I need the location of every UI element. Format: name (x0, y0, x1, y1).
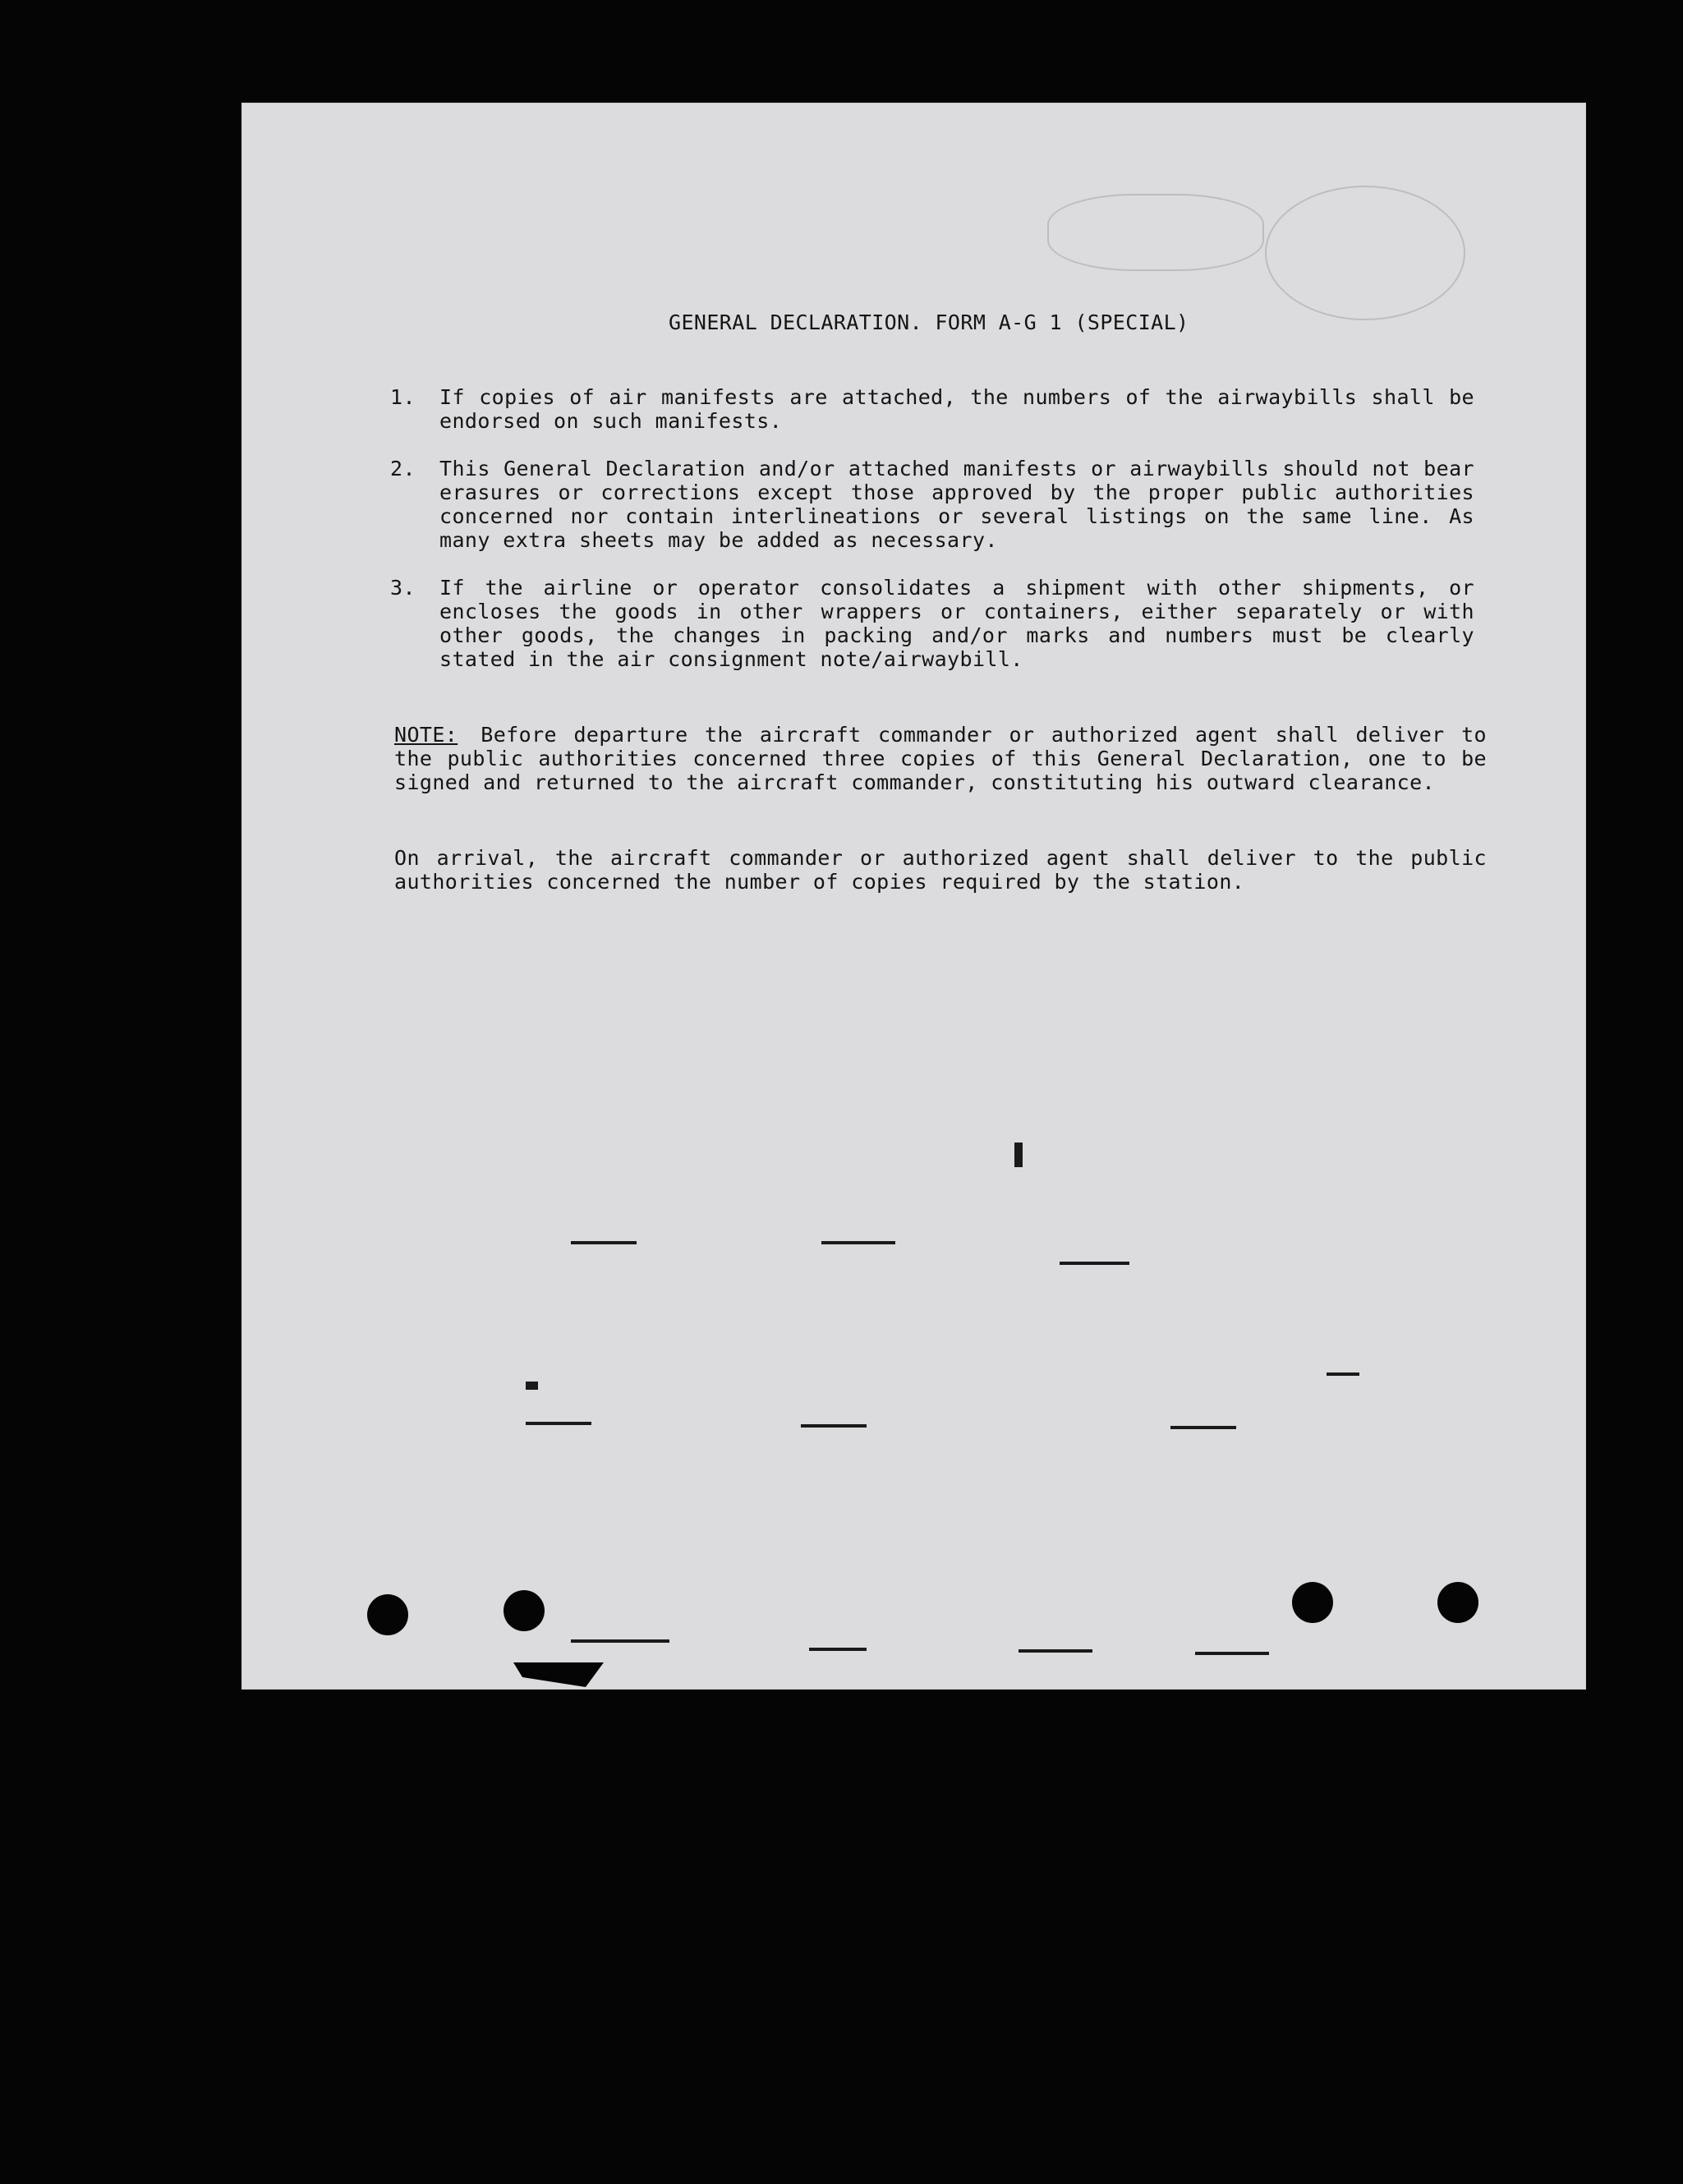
instruction-item-2 (390, 457, 1474, 552)
punch-hole (1292, 1582, 1333, 1623)
note-paragraph (394, 723, 1487, 794)
ink-speck (1327, 1372, 1359, 1376)
bleed-through-mark (1047, 194, 1264, 271)
note-text: Before departure the aircraft commander or authorized agent shall deliver to the public authorities concerned three copies of this General Declaration, one to be signed and returned to the aircraft commander, constituting his outward clearance. (394, 723, 1487, 794)
item-text: This General Declaration and/or attached manifests or airwaybills should not bear erasures or corrections except those approved by the proper public authorities concerned nor contain interlineations or several listings on the same line. As many extra sheets may be added as necessary. (439, 457, 1474, 552)
document-title: GENERAL DECLARATION. FORM A-G 1 (SPECIAL) (669, 310, 1189, 334)
bleed-through-mark (1265, 186, 1465, 320)
instruction-item-1 (390, 385, 1474, 433)
note-label: NOTE: (394, 723, 458, 747)
item-number: 1. (390, 385, 416, 409)
ink-speck (571, 1639, 669, 1643)
item-text: If the airline or operator consolidates a shipment with other shipments, or encloses the goods in other wrappers or containers, either separately or with other goods, the changes in packing and/or marks and numbers must be clearly stated in the air consignment note/airwaybill. (439, 576, 1474, 671)
ink-speck (1019, 1649, 1092, 1653)
ink-speck (526, 1422, 591, 1425)
ink-speck (526, 1382, 538, 1390)
ink-speck (1195, 1652, 1269, 1655)
arrival-paragraph: On arrival, the aircraft commander or authorized agent shall deliver to the public authorities concerned the number of copies required by the station. (394, 846, 1487, 894)
punch-hole (504, 1590, 545, 1631)
ink-speck (801, 1424, 867, 1428)
punch-hole (367, 1594, 408, 1635)
ink-speck (571, 1241, 637, 1244)
ink-speck (1060, 1262, 1129, 1265)
punch-hole (1437, 1582, 1478, 1623)
paper-sheet (242, 103, 1585, 1689)
ink-speck (1170, 1426, 1236, 1429)
ink-speck (1014, 1143, 1023, 1167)
ink-speck (809, 1648, 867, 1651)
torn-edge (513, 1662, 604, 1687)
item-number: 3. (390, 576, 416, 600)
item-number: 2. (390, 457, 416, 480)
item-text: If copies of air manifests are attached, the numbers of the airwaybills shall be endorsed on such manifests. (439, 385, 1474, 433)
ink-speck (821, 1241, 895, 1244)
instruction-item-3 (390, 576, 1474, 671)
